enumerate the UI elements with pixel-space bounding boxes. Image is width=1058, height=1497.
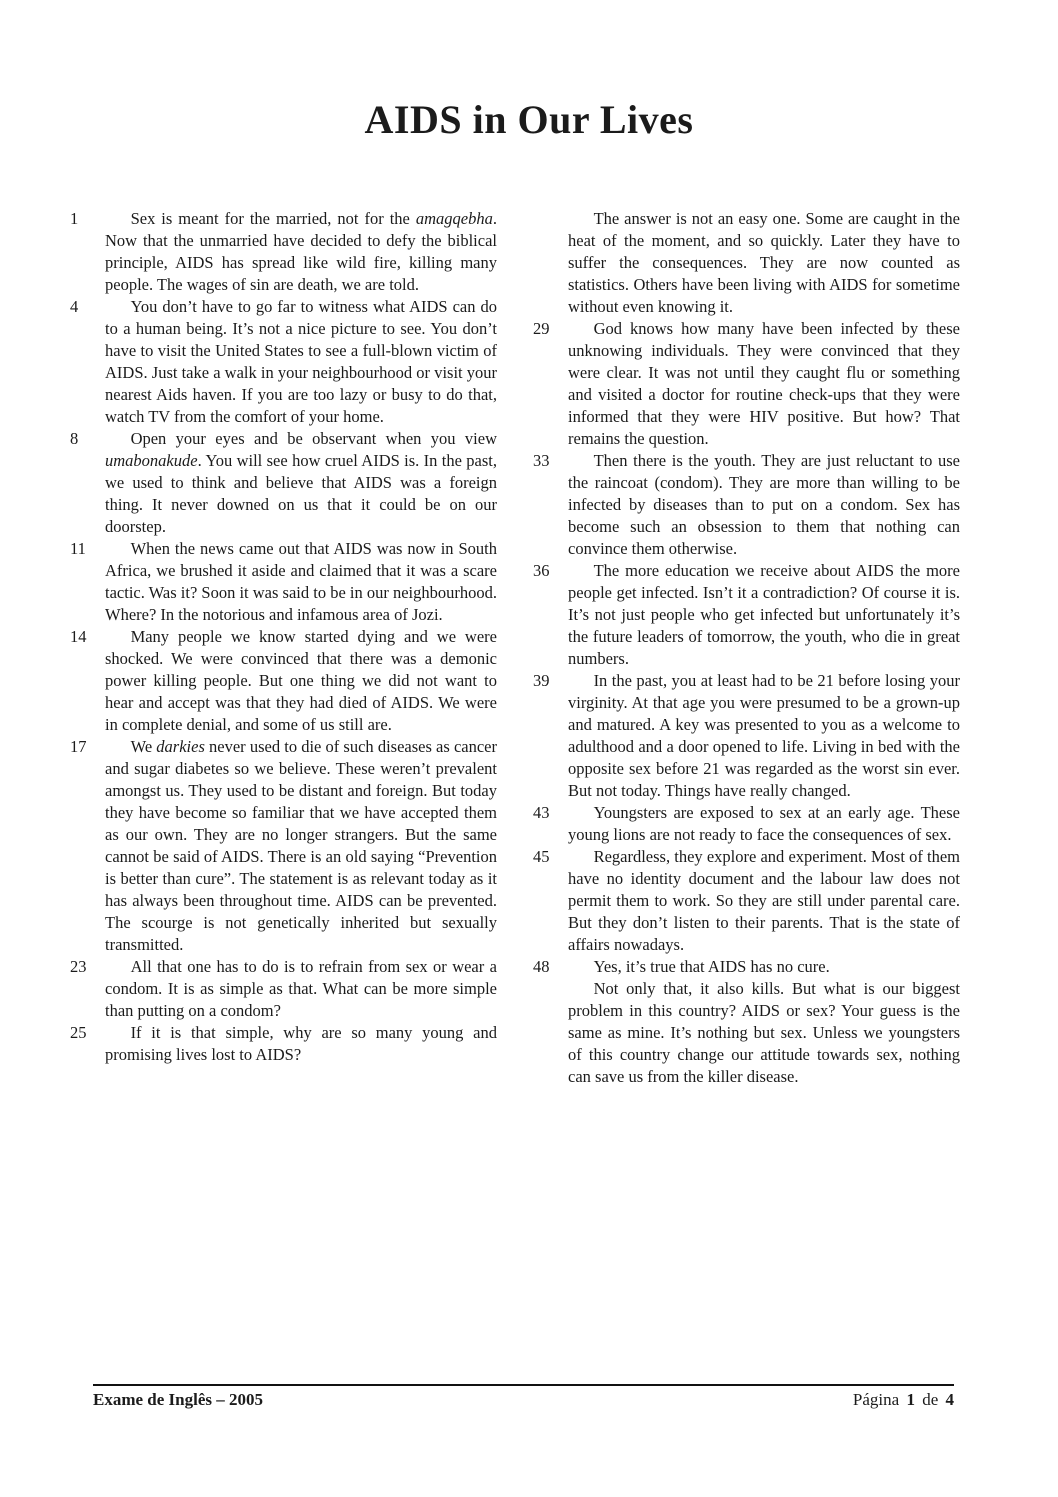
paragraph [70,956,497,1022]
paragraph [533,956,960,978]
line-number: 1 [70,209,79,228]
footer-page-total: 4 [945,1390,954,1409]
paragraph [533,802,960,846]
line-number: 4 [70,297,79,316]
paragraph-text: Open your eyes and be observant when you view umabonakude. You will see how cruel AIDS is. In the past, we used to think and believe that AIDS was a foreign thing. It never downed on us that it could be on our doorstep. [105,429,497,536]
paragraph [70,626,497,736]
line-number: 25 [70,1023,87,1042]
footer-exam-label: Exame de Inglês – 2005 [93,1390,263,1409]
text-columns [70,208,960,1088]
left-column [70,208,497,1088]
paragraph-text: God knows how many have been infected by these unknowing individuals. They were convinced that they were clear. It was not until they caught flu or something and visited a doctor for routine check-ups that they were informed that they were HIV positive. But how? That remains the question. [568,319,960,448]
footer-page-separator: de [922,1390,939,1409]
line-number: 48 [533,957,550,976]
paragraph [70,296,497,428]
paragraph-text: We darkies never used to die of such diseases as cancer and sugar diabetes so we believe. These weren’t prevalent amongst us. They used to be distant and foreign. But today they have become so familiar that we have accepted them as our own. They are no longer strangers. But the same cannot be said of AIDS. There is an old saying “Prevention is better than cure”. The statement is as relevant today as it has always been throughout time. AIDS can be prevented. The scourge is not genetically inherited but sexually transmitted. [105,737,497,954]
paragraph-text: All that one has to do is to refrain from sex or wear a condom. It is as simple as that. What can be more simple than putting on a condom? [105,957,497,1020]
paragraph-text: Many people we know started dying and we were shocked. We were convinced that there was a demonic power killing people. But one thing we did not want to hear and accept was that they had died of AIDS. We were in complete denial, and some of us still are. [105,627,497,734]
line-number: 11 [70,539,86,558]
paragraph [70,208,497,296]
paragraph [70,538,497,626]
paragraph [533,978,960,1088]
paragraph [533,846,960,956]
paragraph-text: Not only that, it also kills. But what is our biggest problem in this country? AIDS or sex? Your guess is the same as mine. It’s nothing but sex. Unless we youngsters of this country change our attitude towards sex, nothing can save us from the killer disease. [568,979,960,1086]
paragraph [533,560,960,670]
paragraph-text: When the news came out that AIDS was now in South Africa, we brushed it aside and claimed that it was a scare tactic. Was it? Soon it was said to be in our neighbourhood. Where? In the notorious and infamous area of Jozi. [105,539,498,624]
page-title: AIDS in Our Lives [364,97,694,142]
paragraph-text: The more education we receive about AIDS the more people get infected. Isn’t it a contradiction? Of course it is. It’s not just people who get infected but unfortunately it’s the future leaders of tomorrow, the youth, who die in great numbers. [568,561,960,668]
line-number: 29 [533,319,550,338]
line-number: 43 [533,803,550,822]
line-number: 39 [533,671,550,690]
paragraph [70,1022,497,1066]
footer-page-word: Página [852,1390,900,1409]
page-footer [93,1384,954,1411]
line-number: 23 [70,957,87,976]
line-number: 33 [533,451,550,470]
paragraph [70,736,497,956]
paragraph-text: The answer is not an easy one. Some are caught in the heat of the moment, and so quickly. Later they have to suffer the consequences. They are now counted as statistics. Others have been living with AIDS for sometime without even knowing it. [568,209,960,316]
line-number: 36 [533,561,550,580]
paragraph [533,450,960,560]
line-number: 8 [70,429,79,448]
right-column [533,208,960,1088]
paragraph-text: Regardless, they explore and experiment. Most of them have no identity document and the labour law does not permit them to work. So they are still under parental care. But they don’t listen to their parents. That is the state of affairs nowadays. [568,847,960,954]
paragraph-text: Yes, it’s true that AIDS has no cure. [593,957,830,976]
paragraph [533,670,960,802]
line-number: 14 [70,627,87,646]
line-number: 45 [533,847,550,866]
paragraph [533,208,960,318]
paragraph-text: In the past, you at least had to be 21 before losing your virginity. At that age you were presumed to be a grown-up and matured. A key was presented to you as a welcome to adulthood and a door opened to life. Living in bed with the opposite sex before 21 was regarded as the worst sin ever. But not today. Things have really changed. [568,671,960,800]
paragraph [533,318,960,450]
paragraph-text: Sex is meant for the married, not for the amagqebha. Now that the unmarried have decided to defy the biblical principle, AIDS has spread like wild fire, killing many people. The wages of sin are death, we are told. [105,209,497,294]
footer-page-number: 1 [906,1390,915,1409]
footer-page-indicator [850,1389,954,1411]
paragraph-text: If it is that simple, why are so many young and promising lives lost to AIDS? [105,1023,497,1064]
paragraph [70,428,497,538]
paragraph-text: Youngsters are exposed to sex at an early age. These young lions are not ready to face the consequences of sex. [568,803,960,844]
line-number: 17 [70,737,87,756]
paragraph-text: You don’t have to go far to witness what AIDS can do to a human being. It’s not a nice picture to see. You don’t have to visit the United States to see a full-blown victim of AIDS. Just take a walk in your neighbourhood or visit your nearest Aids haven. If you are too lazy or busy to do that, watch TV from the comfort of your home. [105,297,497,426]
paragraph-text: Then there is the youth. They are just reluctant to use the raincoat (condom). They are more than willing to be infected by diseases than to put on a condom. Sex has become such an obsession to them that nothing can convince them otherwise. [568,451,960,558]
